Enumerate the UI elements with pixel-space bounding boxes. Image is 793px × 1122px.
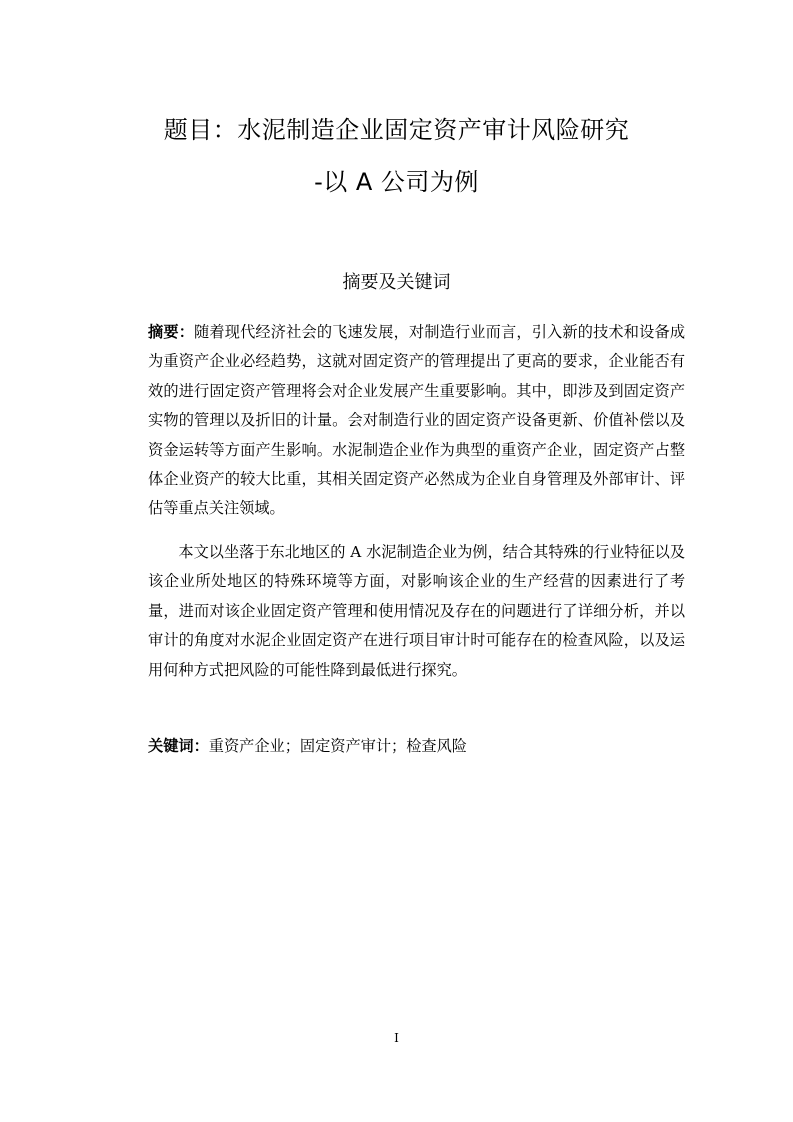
keywords-line [148,734,685,758]
abstract-paragraph-2: 本文以坐落于东北地区的 A 水泥制造企业为例，结合其特殊的行业特征以及该企业所处地区的特殊环境等方面，对影响该企业的生产经营的因素进行了考量，进而对该企业固定资产管理和使用情况及存在的问题进行了详细分析，并以审计的角度对水泥企业固定资产在进行项目审计时可能存在的检查风险，以及运用何种方式把风险的可能性降到最低进行探究。 [148,543,686,679]
page-title: 题目：水泥制造企业固定资产审计风险研究 [163,116,630,144]
abstract-heading: 摘要及关键词 [342,272,451,293]
abstract-paragraph-1 [148,318,685,524]
abstract-label: 摘要： [148,323,195,341]
abstract-paragraph-1-text: 随着现代经济社会的飞速发展，对制造行业而言，引入新的技术和设备成为重资产企业必经趋势，这就对固定资产的管理提出了更高的要求，企业能否有效的进行固定资产管理将会对企业发展产生重要影响。其中，即涉及到固定资产实物的管理以及折旧的计量。会对制造行业的固定资产设备更新、价值补偿以及资金运转等方面产生影响。水泥制造企业作为典型的重资产企业，固定资产占整体企业资产的较大比重，其相关固定资产必然成为企业自身管理及外部审计、评估等重点关注领域。 [148,323,686,518]
page-number: I [394,1031,399,1045]
keywords-label: 关键词： [148,737,209,755]
keywords-text: 重资产企业；固定资产审计；检查风险 [208,737,467,755]
page-subtitle: -以 A 公司为例 [314,168,479,196]
